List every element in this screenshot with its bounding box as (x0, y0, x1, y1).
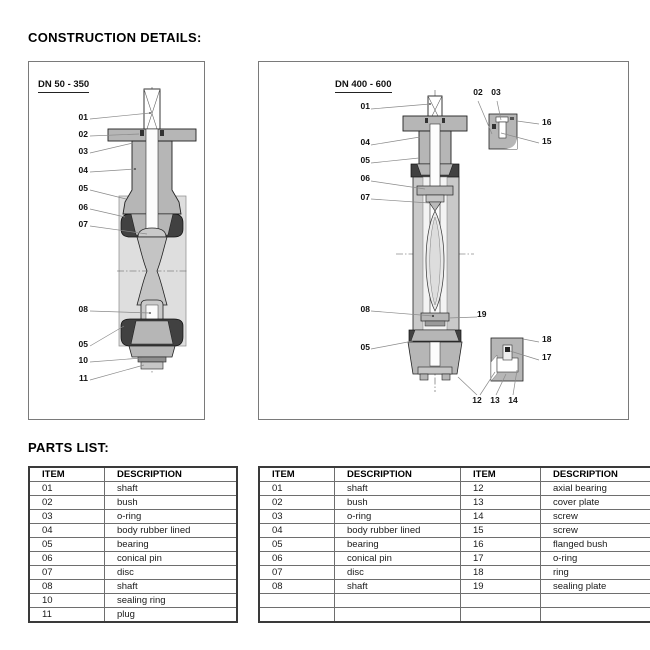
item-cell: 03 (29, 510, 105, 524)
valve-cross-section-dn400-600 (259, 62, 628, 419)
callout-05: 05 (360, 155, 370, 165)
table-row (259, 566, 650, 580)
table-row (259, 482, 650, 496)
table-row (259, 496, 650, 510)
table-row (29, 594, 237, 608)
item-cell: 08 (259, 580, 335, 594)
item-cell (259, 594, 335, 608)
page-title: CONSTRUCTION DETAILS: (28, 30, 202, 45)
description-cell: flanged bush (541, 538, 650, 552)
callout-02: 02 (78, 129, 88, 139)
description-cell (541, 594, 650, 608)
callout-13: 13 (490, 395, 500, 405)
callout-16: 16 (542, 117, 552, 127)
item-cell: 04 (259, 524, 335, 538)
table-row (259, 608, 650, 623)
item-cell (461, 594, 541, 608)
callout-02: 02 (473, 87, 483, 97)
item-cell: 15 (461, 524, 541, 538)
item-cell: 01 (259, 482, 335, 496)
column-header-item: ITEM (259, 467, 335, 482)
table-row (259, 580, 650, 594)
item-cell: 07 (259, 566, 335, 580)
callout-05: 05 (78, 183, 88, 193)
callout-06: 06 (78, 202, 88, 212)
description-cell: axial bearing (541, 482, 650, 496)
range-label-dn400-600: DN 400 - 600 (335, 79, 392, 93)
description-cell: conical pin (335, 552, 461, 566)
description-cell: screw (541, 510, 650, 524)
item-cell (461, 608, 541, 623)
item-cell: 07 (29, 566, 105, 580)
column-header-item: ITEM (29, 467, 105, 482)
table-row (29, 608, 237, 623)
parts-list-title: PARTS LIST: (28, 440, 110, 455)
item-cell (259, 608, 335, 623)
callout-04: 04 (78, 165, 88, 175)
table-header-row (259, 467, 650, 482)
callout-12: 12 (472, 395, 482, 405)
description-cell: body rubber lined (105, 524, 238, 538)
column-header-description: DESCRIPTION (105, 467, 238, 482)
item-cell: 06 (259, 552, 335, 566)
item-cell: 08 (29, 580, 105, 594)
column-header-item: ITEM (461, 467, 541, 482)
description-cell: bearing (105, 538, 238, 552)
description-cell: shaft (335, 482, 461, 496)
callout-07: 07 (78, 219, 88, 229)
description-cell: conical pin (105, 552, 238, 566)
callout-08: 08 (360, 304, 370, 314)
item-cell: 18 (461, 566, 541, 580)
item-cell: 12 (461, 482, 541, 496)
item-cell: 10 (29, 594, 105, 608)
callout-19: 19 (477, 309, 487, 319)
description-cell: o-ring (541, 552, 650, 566)
description-cell (335, 608, 461, 623)
item-cell: 13 (461, 496, 541, 510)
callout-01: 01 (78, 112, 88, 122)
description-cell: shaft (335, 580, 461, 594)
callout-11: 11 (79, 373, 88, 383)
description-cell: cover plate (541, 496, 650, 510)
callout-07: 07 (360, 192, 370, 202)
callout-04: 04 (360, 137, 370, 147)
column-header-description: DESCRIPTION (541, 467, 650, 482)
range-label-dn50-350: DN 50 - 350 (38, 79, 89, 93)
diagram-panel-dn50-350 (28, 61, 205, 420)
callout-08: 08 (78, 304, 88, 314)
table-row (29, 510, 237, 524)
item-cell: 06 (29, 552, 105, 566)
table-row (29, 580, 237, 594)
table-row (259, 524, 650, 538)
table-row (29, 482, 237, 496)
callout-14: 14 (508, 395, 518, 405)
callout-17: 17 (542, 352, 552, 362)
description-cell (335, 594, 461, 608)
callout-18: 18 (542, 334, 552, 344)
item-cell: 01 (29, 482, 105, 496)
diagram-panel-dn400-600 (258, 61, 629, 420)
description-cell: disc (105, 566, 238, 580)
valve-cross-section-dn50-350 (29, 62, 204, 419)
item-cell: 14 (461, 510, 541, 524)
table-row (259, 594, 650, 608)
description-cell: disc (335, 566, 461, 580)
callout-05b: 05 (78, 339, 88, 349)
item-cell: 02 (29, 496, 105, 510)
description-cell: plug (105, 608, 238, 623)
table-row (29, 538, 237, 552)
parts-table-dn50-350 (28, 466, 238, 623)
description-cell: bush (335, 496, 461, 510)
table-row (29, 566, 237, 580)
item-cell: 11 (29, 608, 105, 623)
callout-05b: 05 (360, 342, 370, 352)
table-row (259, 552, 650, 566)
description-cell: bush (105, 496, 238, 510)
parts-table-dn400-600 (258, 466, 650, 623)
description-cell: bearing (335, 538, 461, 552)
table-row (259, 538, 650, 552)
item-cell: 19 (461, 580, 541, 594)
table-row (29, 496, 237, 510)
table-header-row (29, 467, 237, 482)
callout-03: 03 (491, 87, 501, 97)
table-row (29, 524, 237, 538)
description-cell: shaft (105, 482, 238, 496)
description-cell: o-ring (335, 510, 461, 524)
item-cell: 05 (29, 538, 105, 552)
description-cell: sealing plate (541, 580, 650, 594)
item-cell: 03 (259, 510, 335, 524)
description-cell (541, 608, 650, 623)
description-cell: shaft (105, 580, 238, 594)
callout-01: 01 (360, 101, 370, 111)
column-header-description: DESCRIPTION (335, 467, 461, 482)
callout-06: 06 (360, 173, 370, 183)
item-cell: 04 (29, 524, 105, 538)
table-row (29, 552, 237, 566)
item-cell: 05 (259, 538, 335, 552)
description-cell: ring (541, 566, 650, 580)
callout-03: 03 (78, 146, 88, 156)
callout-15: 15 (542, 136, 552, 146)
description-cell: screw (541, 524, 650, 538)
item-cell: 02 (259, 496, 335, 510)
description-cell: sealing ring (105, 594, 238, 608)
item-cell: 17 (461, 552, 541, 566)
table-row (259, 510, 650, 524)
callout-10: 10 (78, 355, 88, 365)
item-cell: 16 (461, 538, 541, 552)
description-cell: body rubber lined (335, 524, 461, 538)
description-cell: o-ring (105, 510, 238, 524)
